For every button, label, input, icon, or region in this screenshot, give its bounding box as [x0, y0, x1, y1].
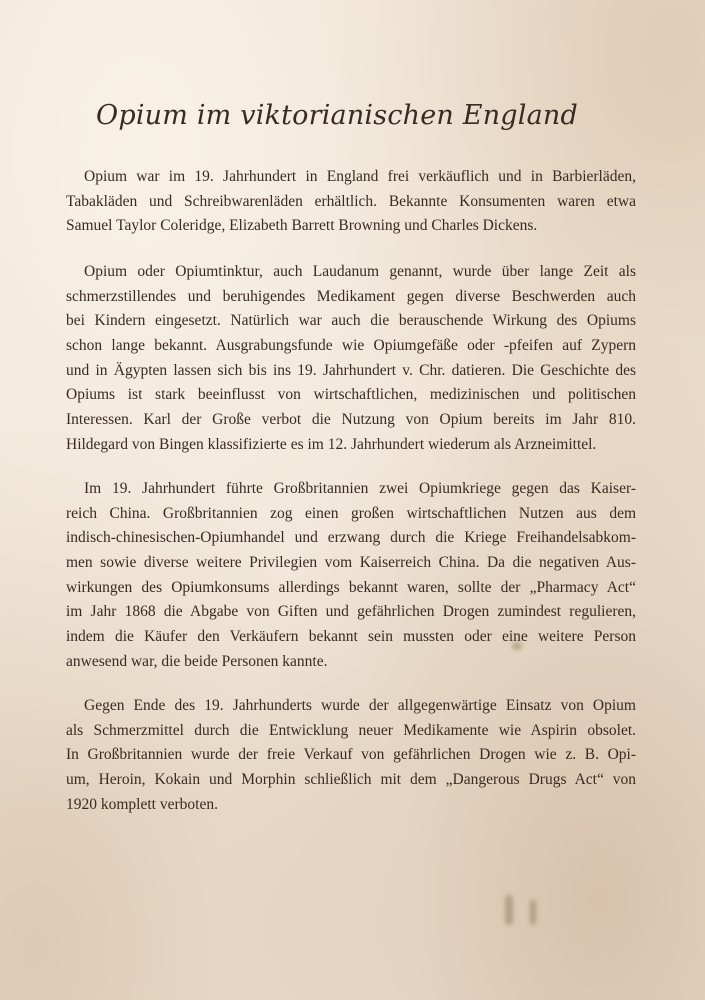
text-line: Opiums ist stark beeinflusst von wirtschaftlichen, medizinischen und politischen [66, 386, 636, 404]
text-line: als Schmerzmittel durch die Entwicklung neuer Medikamente wie Aspirin obsolet. [66, 721, 636, 739]
text-line: indem die Käufer den Verkäufern bekannt sein mussten oder eine weitere Person [66, 628, 636, 646]
text-line: anwesend war, die beide Personen kannte. [66, 652, 328, 670]
text-line: Interessen. Karl der Große verbot die Nutzung von Opium bereits im Jahr 810. [66, 411, 636, 429]
text-line: im Jahr 1868 die Abgabe von Giften und gefährlichen Drogen zumindest regulieren, [66, 603, 636, 621]
text-line: Samuel Taylor Coleridge, Elizabeth Barrett Browning und Charles Dickens. [66, 217, 538, 235]
text-line: schon lange bekannt. Ausgrabungsfunde wie Opiumgefäße oder -pfeifen auf Zypern [66, 337, 636, 355]
text-line: 1920 komplett verboten. [66, 795, 218, 813]
paragraph-2 [66, 260, 636, 458]
text-line: men sowie diverse weitere Privilegien vom Kaiserreich China. Da die negativen Aus- [66, 554, 636, 572]
paragraph-4 [66, 694, 636, 817]
text-line: Gegen Ende des 19. Jahrhunderts wurde der allgegenwärtige Einsatz von Opium [84, 697, 636, 714]
text-line: Opium war im 19. Jahrhundert in England frei verkäuflich und in Barbierläden, [84, 168, 636, 185]
paragraph-1 [66, 165, 636, 239]
text-line: reich China. Großbritannien zog einen großen wirtschaftlichen Nutzen aus dem [66, 504, 636, 522]
text-line: Im 19. Jahrhundert führte Großbritannien zwei Opiumkriege gegen das Kaiser- [84, 480, 636, 497]
text-line: bei Kindern eingesetzt. Natürlich war auch die berauschende Wirkung des Opiums [66, 312, 636, 330]
text-line: um, Heroin, Kokain und Morphin schließlich mit dem „Dangerous Drugs Act“ von [66, 771, 636, 789]
ink-stain [505, 895, 513, 925]
text-line: schmerzstillendes und beruhigendes Medikament gegen diverse Beschwerden auch [66, 287, 636, 305]
text-line: wirkungen des Opiumkonsums allerdings bekannt waren, sollte der „Pharmacy Act“ [66, 578, 636, 596]
ink-stain [530, 900, 536, 925]
text-line: In Großbritannien wurde der freie Verkauf von gefährlichen Drogen wie z. B. Opi- [66, 746, 636, 764]
paragraph-3 [66, 477, 636, 675]
text-line: Tabakläden und Schreibwarenläden erhältlich. Bekannte Konsumenten waren etwa [66, 192, 636, 210]
ink-stain [512, 642, 522, 650]
page-title: Opium im viktorianischen England [96, 100, 578, 131]
text-line: und in Ägypten lassen sich bis ins 19. Jahrhundert v. Chr. datieren. Die Geschichte des [66, 361, 636, 379]
text-line: Hildegard von Bingen klassifizierte es im 12. Jahrhundert wiederum als Arzneimittel. [66, 435, 597, 453]
text-line: indisch-chinesischen-Opiumhandel und erzwang durch die Kriege Freihandelsabkom- [66, 529, 636, 547]
text-line: Opium oder Opiumtinktur, auch Laudanum genannt, wurde über lange Zeit als [84, 263, 636, 280]
